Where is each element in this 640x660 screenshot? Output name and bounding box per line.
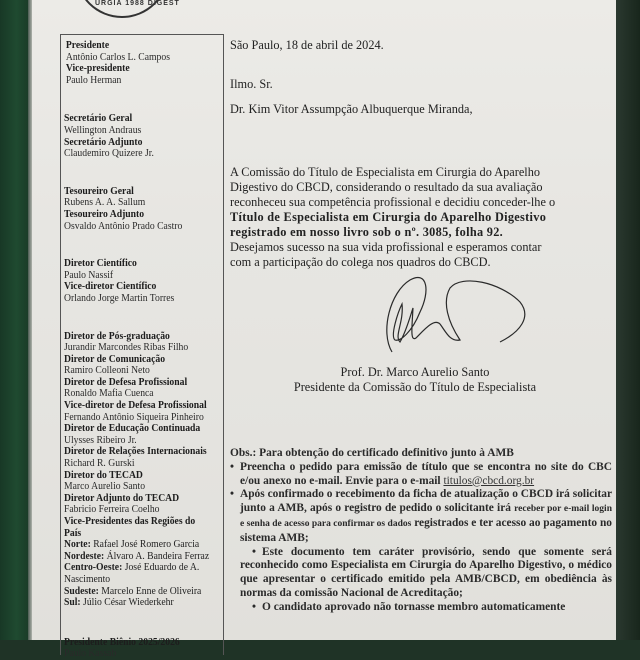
member-role: Presidente [65,40,110,51]
member-role: Tesoureiro Geral [64,185,134,197]
member-role: Tesoureiro Adjunto [64,208,145,220]
member-name: Antônio Carlos L. Campos [65,51,170,63]
closing-line: Desejamos sucesso na sua vida profissional e esperamos contar [230,240,542,254]
member-name: Claudemiro Quizere Jr. [64,148,154,160]
obs-item: • Preencha o pedido para emissão de título que se encontra no site do CBC e/ou anexo no e-mail. Envie para o e-mail titulos@cbcd.org.br [230,461,612,489]
member-group [64,258,209,304]
board-members-sidebar [64,40,209,660]
member-group [64,186,209,232]
registration-number: registrado em nosso livro sob o nº. 3085, folha 92. [230,225,504,239]
paragraph-line: Digestivo do CBCD, considerando o resultado da sua avaliação [230,180,543,194]
region-vp: Sul: Júlio César Wiederkehr [64,597,174,609]
member-name: Ramiro Colleoni Neto [64,365,150,377]
member-name: Marco Aurelio Santo [64,481,146,493]
president-elect-role: Presidente Biênio 2025/2026 [64,636,180,648]
obs-item: • Após confirmado o recebimento da ficha de atualização o CBCD irá solicitar junto a AMB, após o registro de pedido o solicitante irá receber por e-mail login e senha de acesso para confirmar os dados registrados e ter acesso ao pagamento no sistema AMB; [230,488,612,545]
paragraph-line: A Comissão do Título de Especialista em Cirurgia do Aparelho [230,165,540,179]
member-group [64,40,209,86]
member-name: Richard R. Gurski [64,458,135,470]
member-role: Secretário Geral [64,113,133,125]
award-paragraph [230,165,610,270]
member-role: Diretor do TECAD [64,469,143,481]
member-group [64,113,209,159]
seal-text: URGIA 1988 DIGEST [95,0,180,7]
member-name: Wellington Andraus [64,124,142,136]
member-role: Secretário Adjunto [64,136,143,148]
green-frame-left [0,0,30,640]
member-group [64,331,209,517]
member-role: Diretor de Comunicação [64,353,166,365]
region-vp: Norte: Rafael José Romero Garcia [64,539,200,551]
member-name: Jurandir Marcondes Ribas Filho [64,342,189,354]
obs-item: • Este documento tem caráter provisório, sendo que somente será reconhecido como Especialista em Cirurgia do Aparelho Digestivo, o médico que apresentar o certificado emitido pela AMB/CBCD, em obediência às normas da comissão Nacional de Acreditação; [230,546,612,601]
president-elect-name: Paulo Kassab [64,648,117,660]
regions-title: Vice-Presidentes das Regiões do País [64,516,196,539]
recipient-name: Dr. Kim Vitor Assumpção Albuquerque Miranda, [230,102,473,116]
signer-title: Presidente da Comissão do Título de Especialista [293,380,537,394]
member-role: Vice-diretor Científico [64,281,157,293]
paragraph-line: reconheceu sua competência profissional e decidiu conceder-lhe o [230,195,556,209]
region-vp: Nordeste: Álvaro A. Bandeira Ferraz [64,550,210,562]
member-name: Fernando Antônio Siqueira Pinheiro [64,411,204,423]
obs-item: • O candidato aprovado não tornasse membro automaticamente [230,601,612,615]
closing-line: com a participação do colega nos quadros do CBCD. [230,255,491,269]
member-role: Diretor de Educação Continuada [64,423,201,435]
member-name: Paulo Herman [65,74,122,86]
member-role: Diretor de Defesa Profissional [64,376,188,388]
salutation: Ilmo. Sr. [230,77,273,91]
email-link[interactable]: titulos@cbcd.org.br [443,474,535,487]
region-vp: Centro-Oeste: José Eduardo de A. Nascimento [64,562,200,585]
observations-section [230,447,612,615]
member-role: Diretor de Relações Internacionais [64,446,207,458]
member-name: Fabricio Ferreira Coelho [64,504,160,516]
member-role: Diretor de Pós-graduação [64,330,170,342]
region-vp: Sudeste: Marcelo Enne de Oliveira [64,585,202,597]
letter-date: São Paulo, 18 de abril de 2024. [230,38,384,52]
member-name: Ulysses Ribeiro Jr. [64,434,137,446]
title-awarded: Título de Especialista em Cirurgia do Aparelho Digestivo [230,210,547,224]
member-name: Rubens A. A. Sallum [64,197,146,209]
dark-frame-right [614,0,640,640]
member-name: Paulo Nassif [64,269,114,281]
signer-block [293,365,537,395]
member-name: Orlando Jorge Martin Torres [64,292,175,304]
handwritten-signature-icon [350,272,540,362]
member-role: Diretor Científico [64,258,137,270]
member-name: Ronaldo Mafia Cuenca [64,388,154,400]
member-name: Osvaldo Antônio Prado Castro [64,220,183,232]
member-role: Vice-diretor de Defesa Profissional [64,400,207,412]
member-role: Vice-presidente [65,63,130,75]
signer-name: Prof. Dr. Marco Aurelio Santo [340,365,490,379]
obs-title: Obs.: Para obtenção do certificado definitivo junto à AMB [230,447,514,459]
member-role: Diretor Adjunto do TECAD [64,492,180,504]
